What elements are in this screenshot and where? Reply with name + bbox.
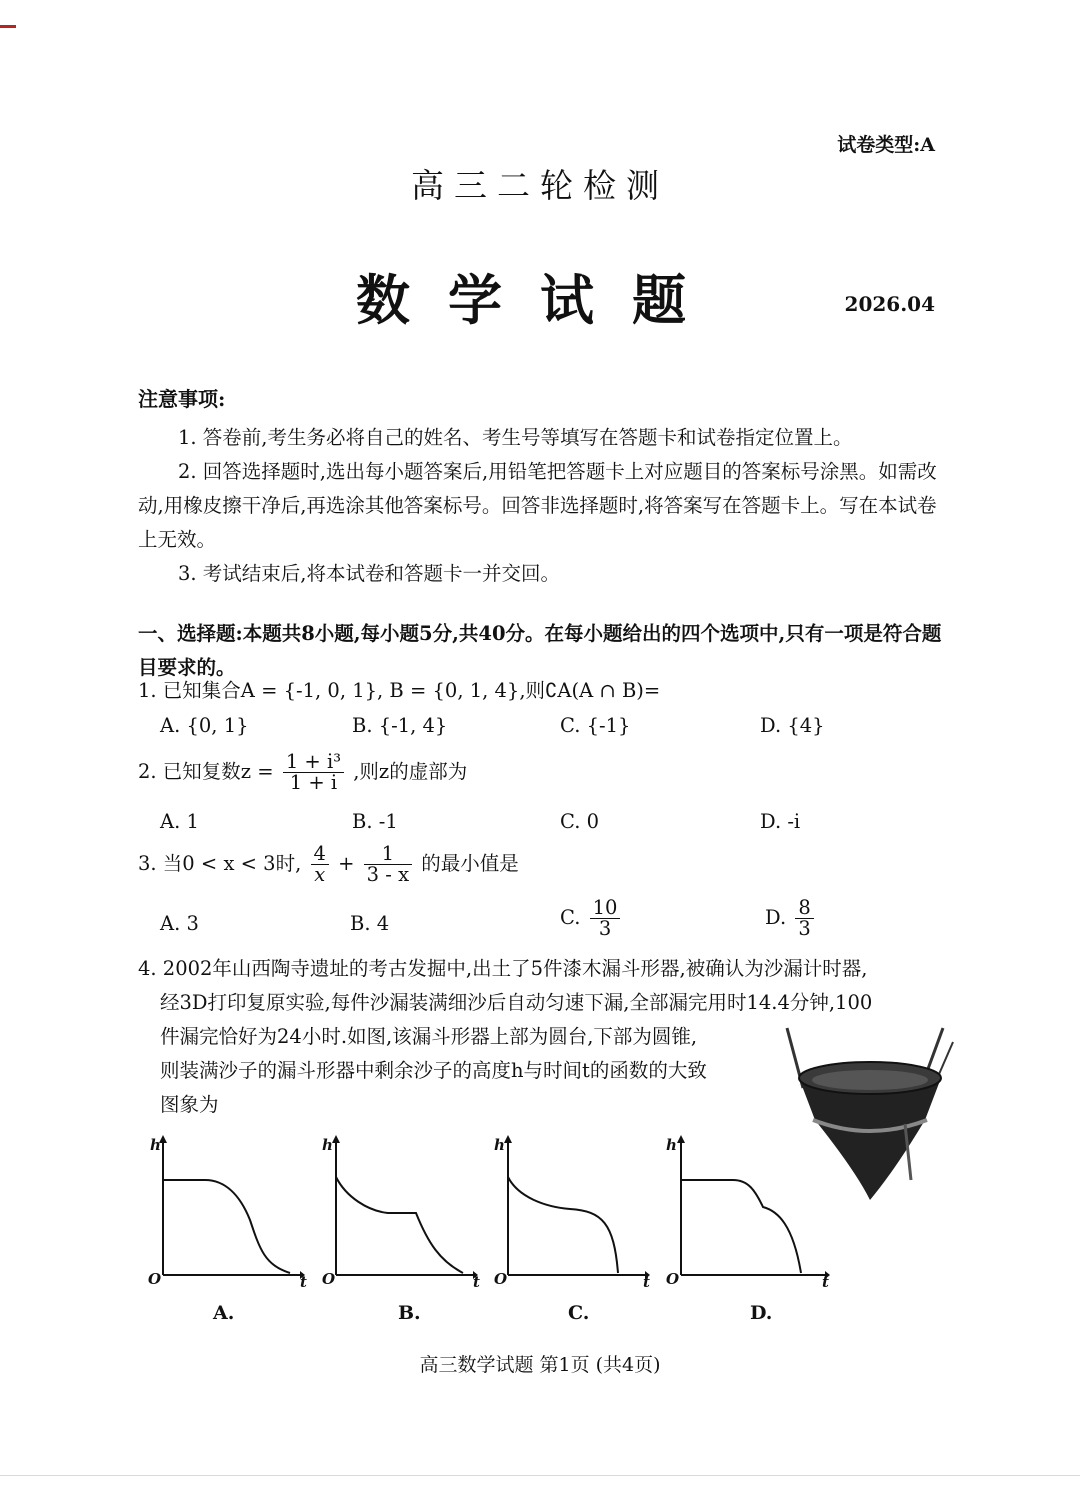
graph-a-y-axis-label: h (150, 1136, 161, 1154)
corner-mark (0, 25, 16, 28)
q3-option-d-fraction (795, 898, 813, 939)
q3-option-d-num: 8 (795, 898, 813, 919)
page-footer: 高三数学试题 第1页 (共4页) (419, 1354, 661, 1376)
q3-option-d-prefix: D. (765, 906, 787, 929)
notice-title: 注意事项: (138, 387, 226, 411)
q3-option-c-den: 3 (598, 917, 612, 940)
q2-option-b: B. -1 (352, 810, 398, 833)
question-1-stem: 1. 已知集合A = {-1, 0, 1}, B = {0, 1, 4},则∁A(A ∩ B)= (138, 679, 661, 702)
q3-frac1-num: 4 (311, 844, 329, 865)
q3-frac1-den: x (314, 863, 326, 886)
q1-option-a: A. {0, 1} (160, 714, 249, 737)
notice-item-1: 1. 答卷前,考生务必将自己的姓名、考生号等填写在答题卡和试卷指定位置上。 (178, 426, 853, 449)
bottom-divider (0, 1475, 1080, 1476)
q1-option-c: C. {-1} (560, 714, 631, 737)
q3-plus: + (338, 852, 355, 875)
graph-d-x-axis-label: t (822, 1273, 829, 1291)
graph-a (145, 1135, 305, 1299)
notice-item-2: 2. 回答选择题时,选出每小题答案后,用铅笔把答题卡上对应题目的答案标号涂黑。如需改动,用橡皮擦干净后,再选涂其他答案标号。回答非选择题时,将答案写在答题卡上。写在本试卷上无效。 (138, 460, 937, 551)
q3-option-c (560, 898, 623, 939)
question-4-line-3: 件漏完恰好为24小时.如图,该漏斗形器上部为圆台,下部为圆锥, (160, 1025, 698, 1048)
graph-b-y-axis-label: h (322, 1136, 333, 1154)
q3-option-b: B. 4 (350, 912, 390, 935)
graph-c-y-axis-label: h (494, 1136, 505, 1154)
q2-stem-pre: 2. 已知复数z = (138, 760, 274, 783)
graph-b-origin: O (322, 1270, 336, 1288)
graph-a-x-axis-label: t (300, 1273, 307, 1291)
q2-fraction (283, 752, 344, 793)
graph-c-x-axis-label: t (643, 1273, 650, 1291)
question-4-line-2: 经3D打印复原实验,每件沙漏装满细沙后自动匀速下漏,全部漏完用时14.4分钟,100 (160, 991, 873, 1014)
graph-b-label: B. (398, 1302, 421, 1324)
graph-b (318, 1135, 478, 1299)
q3-option-d-den: 3 (798, 917, 811, 940)
graph-d (663, 1135, 833, 1299)
graph-d-origin: O (666, 1270, 680, 1288)
q3-frac2-den: 3 - x (366, 863, 410, 886)
graph-a-label: A. (213, 1302, 235, 1324)
exam-name: 高三二轮检测 (411, 166, 669, 205)
graph-c (490, 1135, 650, 1299)
subject-title: 数学试题 (356, 268, 724, 332)
exam-date: 2026.04 (844, 292, 935, 316)
graph-c-origin: O (494, 1270, 508, 1288)
question-4-line-4: 则装满沙子的漏斗形器中剩余沙子的高度h与时间t的函数的大致 (160, 1059, 707, 1082)
question-4-line-5: 图象为 (160, 1093, 219, 1116)
notice-item-3: 3. 考试结束后,将本试卷和答题卡一并交回。 (178, 562, 561, 585)
question-2-stem (138, 752, 467, 793)
q3-stem-post: 的最小值是 (421, 852, 519, 875)
graph-d-y-axis-label: h (666, 1136, 677, 1154)
q1-option-b: B. {-1, 4} (352, 714, 448, 737)
question-3-stem (138, 844, 519, 885)
q3-option-c-num: 10 (590, 898, 621, 919)
paper-type: 试卷类型:A (837, 134, 935, 156)
q1-option-d: D. {4} (760, 714, 825, 737)
q3-option-d (765, 898, 817, 939)
q2-stem-post: ,则z的虚部为 (353, 760, 468, 783)
q3-option-a: A. 3 (160, 912, 199, 935)
graph-d-label: D. (750, 1302, 773, 1324)
q3-option-c-fraction (590, 898, 621, 939)
graph-a-origin: O (148, 1270, 162, 1288)
q3-frac2-num: 1 (364, 844, 412, 865)
q2-frac-den: 1 + i (289, 771, 338, 794)
q2-option-c: C. 0 (560, 810, 600, 833)
q3-stem-pre: 3. 当0 < x < 3时, (138, 852, 302, 875)
question-4-line-1: 4. 2002年山西陶寺遗址的考古发掘中,出土了5件漆木漏斗形器,被确认为沙漏计时器, (138, 957, 868, 980)
graph-c-label: C. (568, 1302, 590, 1324)
q2-frac-num: 1 + i³ (283, 752, 344, 773)
q3-option-c-prefix: C. (560, 906, 581, 929)
q2-option-d: D. -i (760, 810, 801, 833)
q3-fraction-1 (311, 844, 329, 885)
section-heading: 一、选择题:本题共8小题,每小题5分,共40分。在每小题给出的四个选项中,只有一项是符合题目要求的。 (138, 622, 942, 679)
q2-option-a: A. 1 (160, 810, 199, 833)
graph-b-x-axis-label: t (473, 1273, 480, 1291)
q3-fraction-2 (364, 844, 412, 885)
